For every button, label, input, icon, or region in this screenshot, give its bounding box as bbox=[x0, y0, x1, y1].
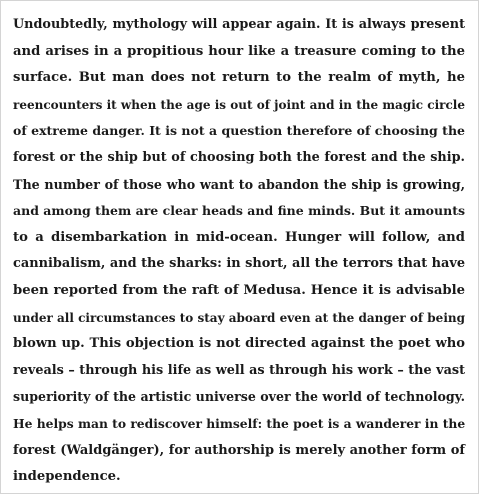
text-line-3: surface. But man does not return to the realm of myth, he bbox=[13, 70, 465, 86]
text-line-5: of extreme danger. It is not a question therefore of choosing the bbox=[13, 123, 465, 139]
text-line-12: under all circumstances to stay aboard even at the danger of being bbox=[13, 310, 465, 325]
text-line-4: reencounters it when the age is out of joint and in the magic circle bbox=[13, 97, 465, 112]
text-line-14: reveals – through his life as well as through his work – the vast bbox=[13, 362, 465, 378]
text-line-18: independence. bbox=[13, 469, 121, 485]
text-line-7: The number of those who want to abandon the ship is growing, bbox=[13, 176, 465, 192]
text-line-17: forest (Waldgänger), for authorship is merely another form of bbox=[13, 442, 465, 458]
text-line-9: to a disembarkation in mid-ocean. Hunger will follow, and bbox=[13, 229, 465, 245]
text-line-11: been reported from the raft of Medusa. Hence it is advisable bbox=[13, 282, 465, 298]
text-line-1: Undoubtedly, mythology will appear again. It is always present bbox=[13, 17, 465, 32]
body-paragraph bbox=[13, 12, 465, 491]
text-line-15: superiority of the artistic universe over the world of technology. bbox=[13, 389, 465, 405]
text-line-13: blown up. This objection is not directed against the poet who bbox=[13, 336, 465, 352]
text-line-8: and among them are clear heads and fine minds. But it amounts bbox=[13, 203, 465, 219]
text-line-2: and arises in a propitious hour like a treasure coming to the bbox=[13, 43, 465, 59]
text-line-16: He helps man to rediscover himself: the poet is a wanderer in the bbox=[13, 415, 466, 431]
text-line-10: cannibalism, and the sharks: in short, all the terrors that have bbox=[13, 256, 466, 272]
text-line-6: forest or the ship but of choosing both the forest and the ship. bbox=[13, 149, 465, 165]
